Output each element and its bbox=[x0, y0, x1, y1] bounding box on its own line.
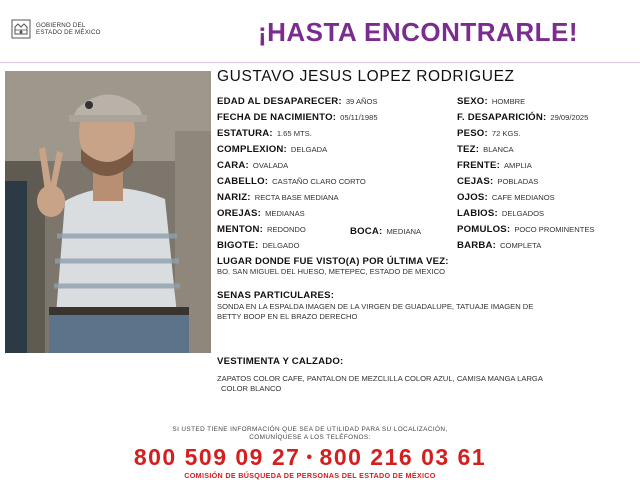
field-label: LABIOS: bbox=[457, 208, 498, 219]
field-label: TEZ: bbox=[457, 144, 480, 155]
logo-line-1: GOBIERNO DEL bbox=[36, 22, 86, 29]
field-label: BARBA: bbox=[457, 240, 497, 251]
field-label: BIGOTE: bbox=[217, 240, 259, 251]
last-seen-title: LUGAR DONDE FUE VISTO(A) POR ÚLTIMA VEZ: bbox=[217, 256, 449, 267]
field-label: OREJAS: bbox=[217, 208, 262, 219]
field-value: 29/09/2025 bbox=[550, 113, 589, 122]
field-frente bbox=[457, 160, 532, 171]
field-estatura bbox=[217, 128, 312, 139]
marks-line-1: SONDA EN LA ESPALDA IMAGEN DE LA VIRGEN DE GUADALUPE, TATUAJE IMAGEN DE bbox=[217, 302, 534, 311]
field-value: MEDIANAS bbox=[265, 209, 305, 218]
field-value: CAFE MEDIANOS bbox=[491, 193, 555, 202]
field-cejas bbox=[457, 176, 538, 187]
header-divider bbox=[0, 62, 640, 63]
distinguishing-marks-title: SENAS PARTICULARES: bbox=[217, 290, 335, 301]
field-barba bbox=[457, 240, 541, 251]
field-orejas bbox=[217, 208, 305, 219]
government-logo bbox=[10, 18, 101, 40]
field-value: DELGADO bbox=[262, 241, 300, 250]
headline: ¡HASTA ENCONTRARLE! bbox=[257, 17, 578, 47]
field-value: 05/11/1985 bbox=[340, 113, 378, 122]
field-fecha-desaparicion bbox=[457, 112, 588, 123]
field-value: DELGADA bbox=[290, 145, 328, 154]
contact-note-line-1: SI USTED TIENE INFORMACIÓN QUE SEA DE UTILIDAD PARA SU LOCALIZACIÓN, bbox=[172, 426, 448, 433]
field-label: FRENTE: bbox=[457, 160, 500, 171]
field-label: ESTATURA: bbox=[217, 128, 273, 139]
field-fecha-nacimiento bbox=[217, 112, 378, 123]
field-value: AMPLIA bbox=[503, 161, 532, 170]
field-bigote bbox=[217, 240, 300, 251]
field-label: POMULOS: bbox=[457, 224, 511, 235]
state-seal-icon bbox=[10, 18, 32, 40]
field-label: F. DESAPARICIÓN: bbox=[457, 112, 547, 123]
field-label: OJOS: bbox=[457, 192, 488, 203]
field-value: OVALADA bbox=[252, 161, 289, 170]
clothing-title: VESTIMENTA Y CALZADO: bbox=[217, 356, 344, 367]
phone-number-2[interactable]: 800 216 03 61 bbox=[319, 444, 487, 470]
field-labios bbox=[457, 208, 544, 219]
phone-separator: • bbox=[306, 449, 314, 466]
clothing-line-1: ZAPATOS COLOR CAFE, PANTALON DE MEZCLILLA COLOR AZUL, CAMISA MANGA LARGA bbox=[217, 374, 543, 383]
field-value: MEDIANA bbox=[386, 227, 422, 236]
last-seen-location: BO. SAN MIGUEL DEL HUESO, METEPEC, ESTADO DE MEXICO bbox=[217, 267, 445, 276]
field-label: SEXO: bbox=[457, 96, 488, 107]
contact-note bbox=[0, 426, 620, 442]
field-value: 39 AÑOS bbox=[345, 97, 378, 106]
field-label: PESO: bbox=[457, 128, 488, 139]
field-value: BLANCA bbox=[483, 145, 514, 154]
field-label: COMPLEXION: bbox=[217, 144, 287, 155]
clothing-text bbox=[217, 374, 543, 394]
field-sexo bbox=[457, 96, 525, 107]
missing-person-photo bbox=[5, 71, 211, 353]
field-complexion bbox=[217, 144, 327, 155]
phone-number-1[interactable]: 800 509 09 27 bbox=[133, 444, 301, 470]
field-value: COMPLETA bbox=[500, 241, 542, 250]
field-edad bbox=[217, 96, 378, 107]
field-label: FECHA DE NACIMIENTO: bbox=[217, 112, 337, 123]
field-ojos bbox=[457, 192, 555, 203]
field-value: RECTA BASE MEDIANA bbox=[254, 193, 339, 202]
person-photo-illustration bbox=[5, 71, 211, 353]
field-nariz bbox=[217, 192, 339, 203]
field-value: POCO PROMINENTES bbox=[514, 225, 595, 234]
person-name: GUSTAVO JESUS LOPEZ RODRIGUEZ bbox=[217, 68, 515, 85]
field-value: REDONDO bbox=[267, 225, 306, 234]
field-label: EDAD AL DESAPARECER: bbox=[217, 96, 342, 107]
field-cara bbox=[217, 160, 288, 171]
logo-line-2: ESTADO DE MÉXICO bbox=[36, 29, 101, 36]
commission-name: COMISIÓN DE BÚSQUEDA DE PERSONAS DEL ESTADO DE MÉXICO bbox=[184, 471, 436, 480]
field-label: CABELLO: bbox=[217, 176, 269, 187]
field-peso bbox=[457, 128, 521, 139]
field-tez bbox=[457, 144, 514, 155]
marks-line-2: BETTY BOOP EN EL BRAZO DERECHO bbox=[217, 312, 358, 321]
field-cabello bbox=[217, 176, 366, 187]
phone-numbers bbox=[0, 444, 620, 471]
field-label: BOCA: bbox=[350, 226, 383, 237]
field-label: CARA: bbox=[217, 160, 249, 171]
field-boca bbox=[350, 226, 421, 237]
field-label: CEJAS: bbox=[457, 176, 494, 187]
distinguishing-marks-text bbox=[217, 302, 533, 322]
field-value: CASTAÑO CLARO CORTO bbox=[272, 177, 366, 186]
clothing-line-2: COLOR BLANCO bbox=[221, 384, 282, 393]
field-pomulos bbox=[457, 224, 594, 235]
field-label: MENTON: bbox=[217, 224, 263, 235]
field-menton bbox=[217, 224, 306, 235]
logo-text bbox=[36, 22, 101, 36]
field-label: NARIZ: bbox=[217, 192, 251, 203]
field-value: 1.65 MTS. bbox=[276, 129, 312, 138]
field-value: POBLADAS bbox=[497, 177, 539, 186]
field-value: 72 KGS. bbox=[491, 129, 521, 138]
contact-note-line-2: COMUNÍQUESE A LOS TELÉFONOS: bbox=[249, 434, 371, 441]
field-value: HOMBRE bbox=[491, 97, 526, 106]
field-value: DELGADOS bbox=[501, 209, 545, 218]
